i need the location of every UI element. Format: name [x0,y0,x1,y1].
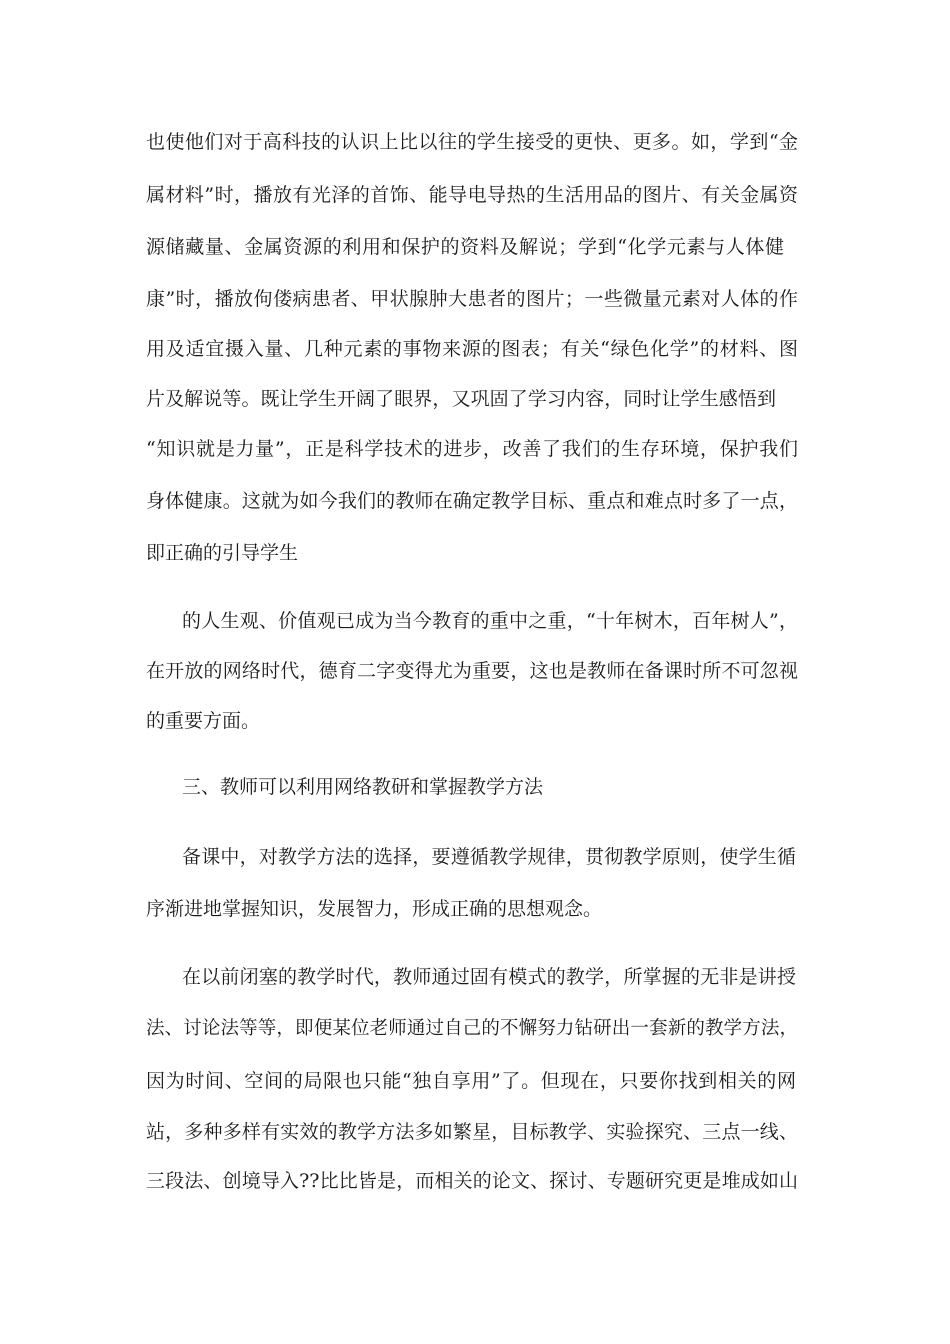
text-line [0,894,950,924]
section-heading-text: 三、教师可以利用网络教研和掌握教学方法 [182,776,544,798]
text-line [0,180,950,210]
line-text: 源储藏量、金属资源的利用和保护的资料及解说；学到“化学元素与人体健 [146,236,784,258]
line-text: 因为时间、空间的局限也只能“独自享用”了。但现在，只要你找到相关的网 [146,1070,796,1092]
line-text: 的重要方面。 [146,710,261,732]
line-text: “知识就是力量”，正是科学技术的进步，改善了我们的生存环境，保护我们 [146,438,798,460]
line-text: 三段法、创境导入??比比皆是，而相关的论文、探讨、专题研究更是堆成如山 [146,1170,798,1192]
text-line [0,334,950,364]
line-text: 在以前闭塞的教学时代，教师通过固有模式的教学，所掌握的无非是讲授 [182,966,796,988]
line-text: 备课中，对教学方法的选择，要遵循教学规律，贯彻教学原则，使学生循 [182,846,796,868]
line-text: 站，多种多样有实效的教学方法多如繁星，目标教学、实验探究、三点一线、 [146,1121,798,1143]
line-text: 法、讨论法等等，即便某位老师通过自己的不懈努力钻研出一套新的教学方法， [146,1018,798,1039]
text-line [0,656,950,686]
text-line [0,1166,950,1196]
text-line [0,1014,950,1044]
text-line [0,1117,950,1147]
text-line [0,1066,950,1096]
line-text: 的人生观、价值观已成为当今教育的重中之重，“十年树木，百年树人”， [182,610,798,632]
text-line [0,384,950,414]
text-line [0,842,950,872]
section-heading [0,772,950,802]
line-text: 在开放的网络时代，德育二字变得尤为重要，这也是教师在备课时所不可忽视 [146,660,798,682]
text-line [0,486,950,516]
line-text: 片及解说等。既让学生开阔了眼界，又巩固了学习内容，同时让学生感悟到 [146,388,776,410]
text-line [0,706,950,736]
line-text: 康”时，播放佝偻病患者、甲状腺肿大患者的图片；一些微量元素对人体的作 [146,288,798,310]
text-line [0,962,950,992]
line-text: 即正确的引导学生 [146,542,299,564]
text-line [0,284,950,314]
line-text: 用及适宜摄入量、几种元素的事物来源的图表；有关“绿色化学”的材料、图 [146,338,798,360]
text-line [0,606,950,636]
text-line [0,127,950,157]
line-text: 属材料”时，播放有光泽的首饰、能导电导热的生活用品的图片、有关金属资 [146,184,798,206]
line-text: 序渐进地掌握知识，发展智力，形成正确的思想观念。 [146,898,603,920]
text-line [0,232,950,262]
text-line [0,538,950,568]
line-text: 也使他们对于高科技的认识上比以往的学生接受的更快、更多。如，学到“金 [146,131,798,153]
text-line [0,434,950,464]
line-text: 身体健康。这就为如今我们的教师在确定教学目标、重点和难点时多了一点， [146,490,798,512]
